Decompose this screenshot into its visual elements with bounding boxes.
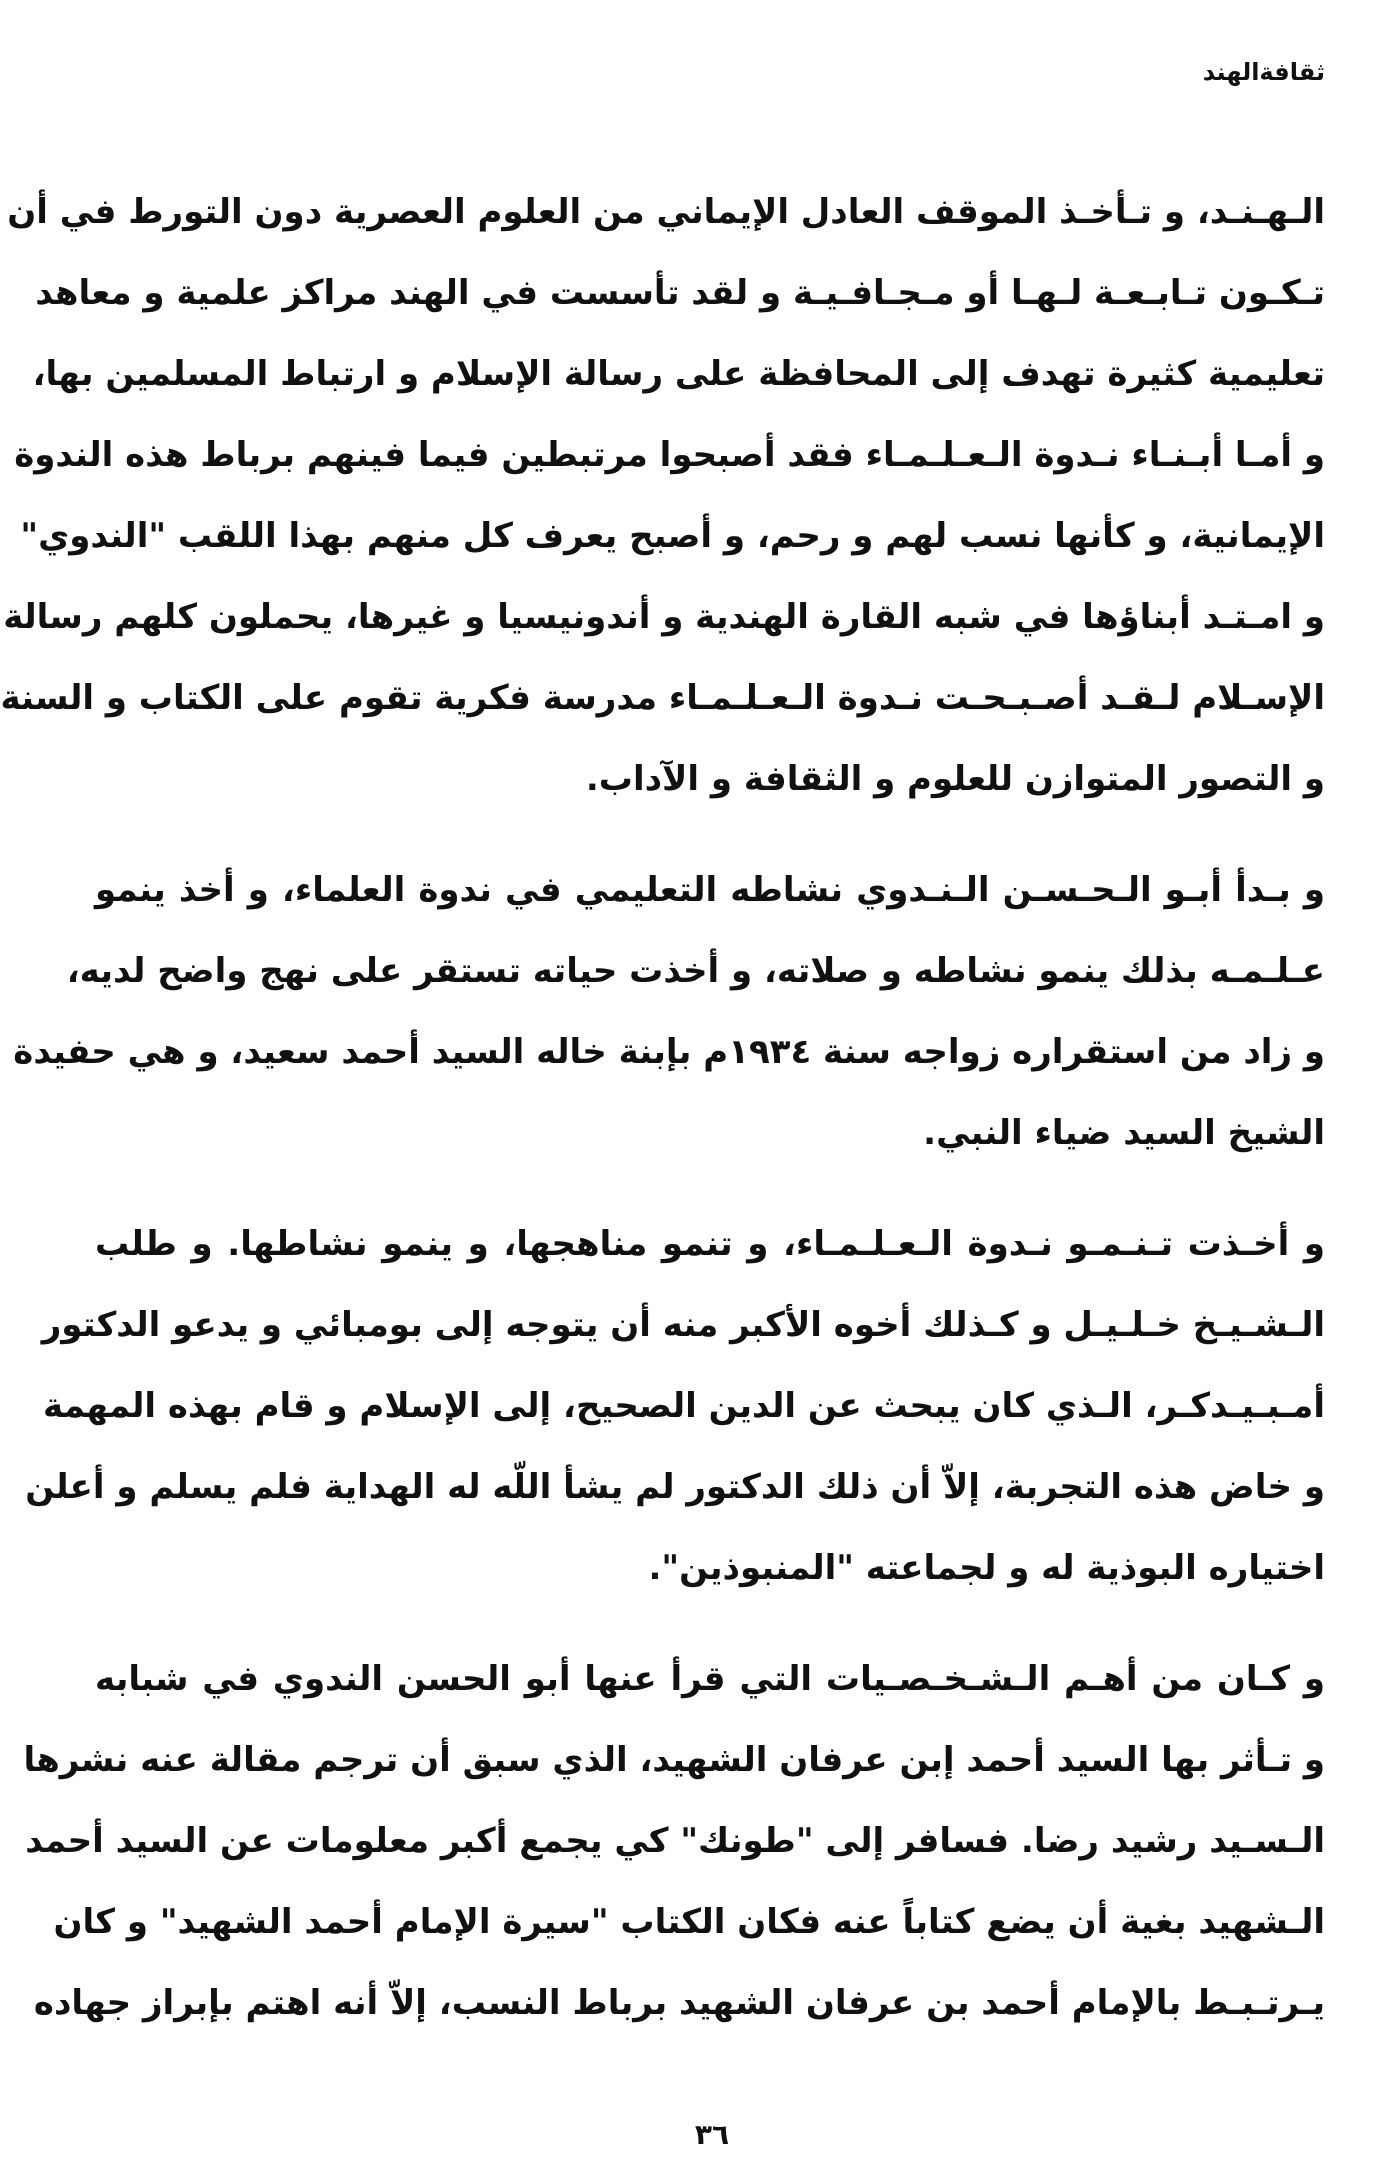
text-line: اختياره البوذية له و لجماعته "المنبوذين". bbox=[648, 1548, 1325, 1588]
text-line: عـلـمـه بذلك ينمو نشاطه و صلاته، و أخذت حياته تستقر على نهج واضح لديه، bbox=[66, 951, 1325, 991]
text-line: يـرتـبـط بالإمام أحمد بن عرفان الشهيد برباط النسب، إلاّ أنه اهتم بإبراز جهاده bbox=[33, 1983, 1325, 2023]
text-line: تـكـون تـابـعـة لـهـا أو مـجـافـيـة و لقد تأسست في الهند مراكز علمية و معاهد bbox=[35, 273, 1325, 313]
text-line: و زاد من استقراره زواجه سنة ١٩٣٤م بإبنة خاله السيد أحمد سعيد، و هي حفيدة bbox=[13, 1032, 1325, 1072]
text-line: و التصور المتوازن للعلوم و الثقافة و الآداب. bbox=[585, 759, 1325, 799]
text-line: الـشـيـخ خـلـيـل و كـذلك أخوه الأكبر منه أن يتوجه إلى بومبائي و يدعو الدكتور bbox=[41, 1305, 1325, 1345]
text-line: الـسـيد رشيد رضا. فسافر إلى "طونك" كي يجمع أكبر معلومات عن السيد أحمد bbox=[25, 1821, 1325, 1861]
paragraph-3 bbox=[25, 1204, 1325, 1609]
body-text bbox=[0, 172, 1325, 2074]
page-number: ٣٦ bbox=[694, 2118, 730, 2151]
text-line: الإيمانية، و كأنها نسب لهم و رحم، و أصبح يعرف كل منهم بهذا اللقب "الندوي" bbox=[20, 516, 1325, 556]
text-line: و تـأثر بها السيد أحمد إبن عرفان الشهيد، الذي سبق أن ترجم مقالة عنه نشرها bbox=[23, 1740, 1325, 1780]
paragraph-2 bbox=[13, 850, 1325, 1174]
text-line: الإسـلام لـقـد أصـبـحـت نـدوة الـعـلـمـاء مدرسة فكرية تقوم على الكتاب و السنة bbox=[0, 678, 1325, 718]
text-line: الشيخ السيد ضياء النبي. bbox=[923, 1113, 1325, 1153]
paragraph-4 bbox=[23, 1639, 1325, 2044]
paragraph-1 bbox=[0, 172, 1325, 820]
text-line: تعليمية كثيرة تهدف إلى المحافظة على رسالة الإسلام و ارتباط المسلمين بها، bbox=[32, 354, 1325, 394]
text-line: و بـدأ أبـو الـحـسـن الـنـدوي نشاطه التعليمي في ندوة العلماء، و أخذ ينمو bbox=[95, 870, 1325, 910]
text-line: و أخـذت تـنـمـو نـدوة الـعـلـمـاء، و تنمو مناهجها، و ينمو نشاطها. و طلب bbox=[95, 1224, 1325, 1264]
text-line: و أمـا أبـنـاء نـدوة الـعـلـمـاء فقد أصبحوا مرتبطين فيما فينهم برباط هذه الندوة bbox=[14, 435, 1325, 475]
text-line: و امـتـد أبناؤها في شبه القارة الهندية و أندونيسيا و غيرها، يحملون كلهم رسالة bbox=[3, 597, 1325, 637]
text-line: و كـان من أهـم الـشـخـصـيات التي قرأ عنها أبو الحسن الندوي في شبابه bbox=[95, 1659, 1325, 1699]
running-header: ثقافةالهند bbox=[1202, 58, 1325, 86]
text-line: أمـبـيـدكـر، الـذي كان يبحث عن الدين الصحيح، إلى الإسلام و قام بهذه المهمة bbox=[42, 1386, 1325, 1426]
text-line: الـشهيد بغية أن يضع كتاباً عنه فكان الكتاب "سيرة الإمام أحمد الشهيد" و كان bbox=[53, 1902, 1325, 1942]
text-line: و خاض هذه التجربة، إلاّ أن ذلك الدكتور لم يشأ اللّه له الهداية فلم يسلم و أعلن bbox=[25, 1467, 1325, 1507]
text-line: الـهـنـد، و تـأخـذ الموقف العادل الإيماني من العلوم العصرية دون التورط في أن bbox=[7, 192, 1325, 232]
